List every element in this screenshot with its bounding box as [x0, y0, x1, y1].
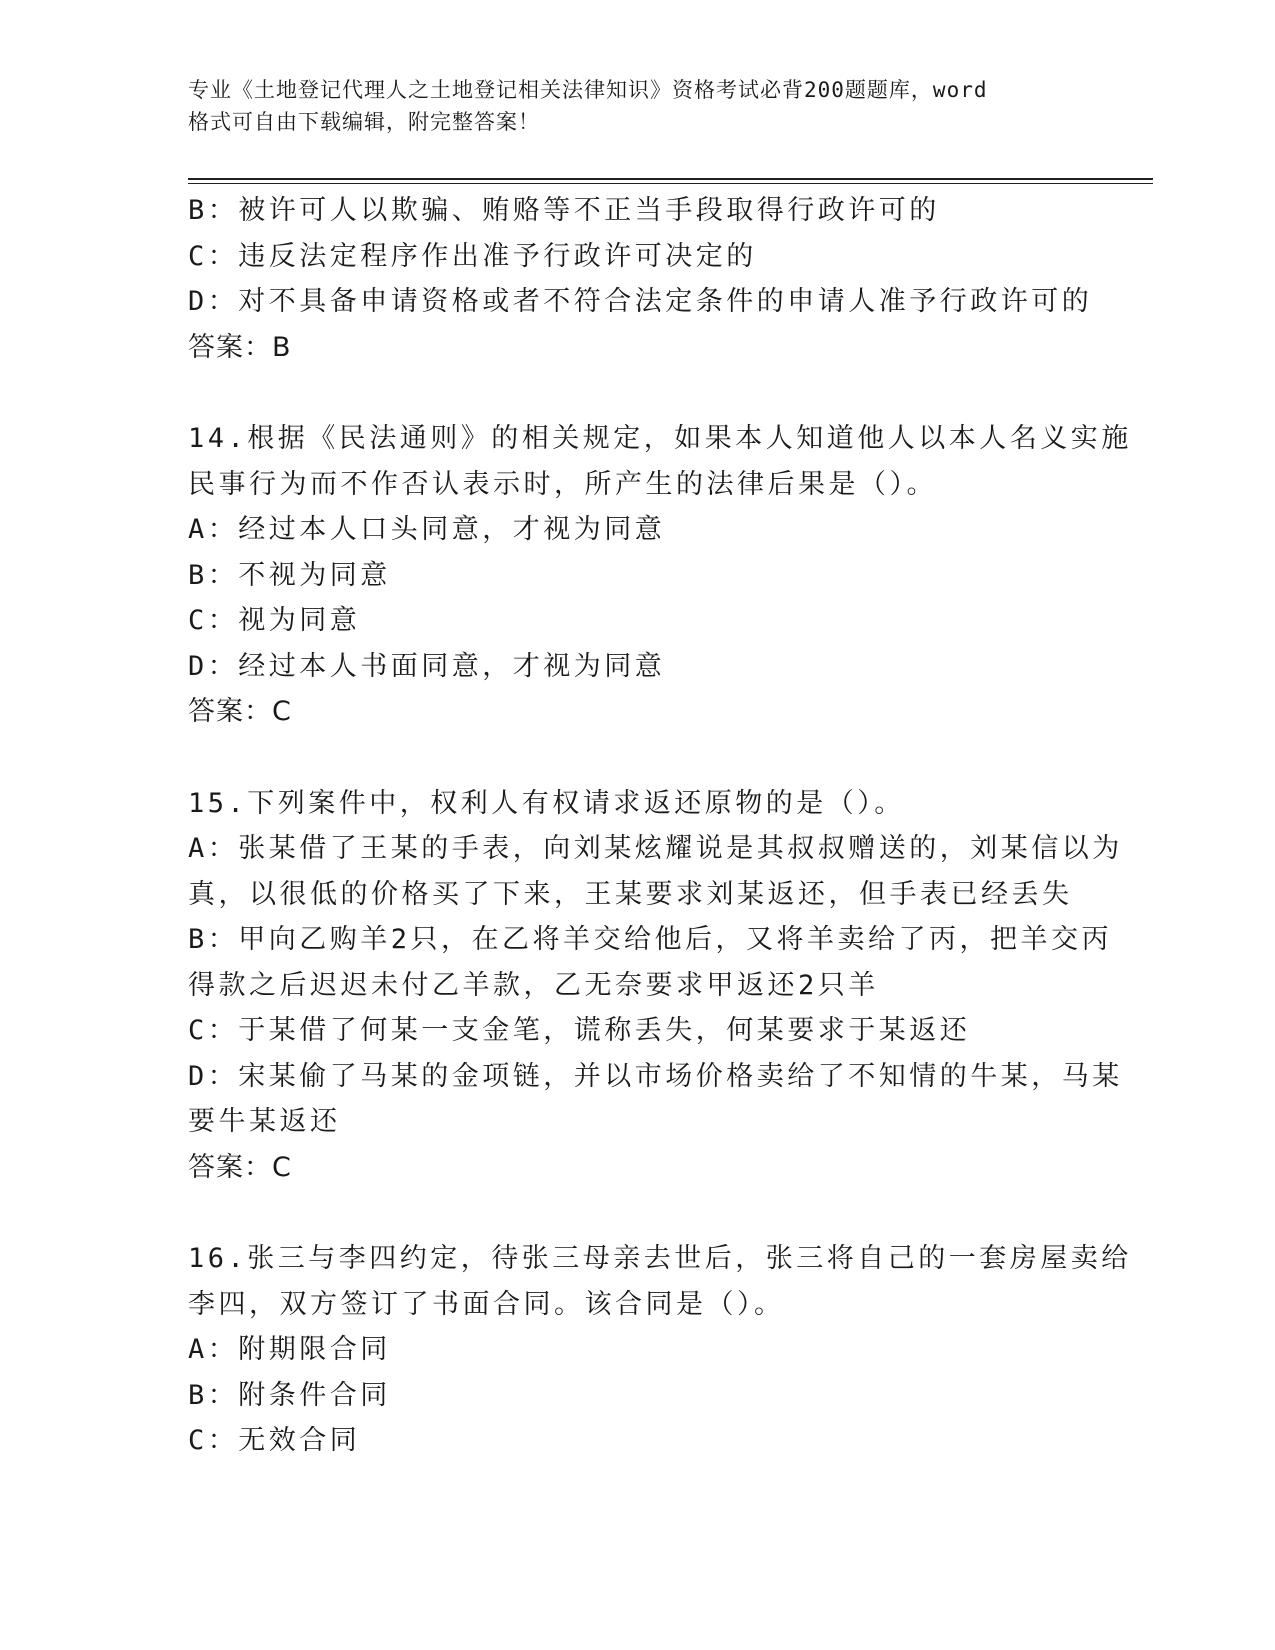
q15-option-b-line-1: B：甲向乙购羊2只，在乙将羊交给他后，又将羊卖给了丙，把羊交丙 — [188, 924, 1113, 955]
q15-answer: 答案：C — [188, 1151, 292, 1183]
q14-option-d: D：经过本人书面同意，才视为同意 — [188, 650, 666, 682]
q15-option-a-line-2: 真，以很低的价格买了下来，王某要求刘某返还，但手表已经丢失 — [188, 878, 1073, 910]
question-14 — [188, 416, 1132, 735]
q13-option-b: B：被许可人以欺骗、贿赂等不正当手段取得行政许可的 — [188, 195, 940, 226]
q15-option-b-line-2: 得款之后迟迟未付乙羊款，乙无奈要求甲返还2只羊 — [188, 969, 879, 1001]
q16-option-a: A：附期限合同 — [188, 1334, 391, 1365]
q14-stem-line-2: 民事行为而不作否认表示时，所产生的法律后果是（）。 — [188, 468, 937, 500]
q14-option-c: C：视为同意 — [188, 605, 361, 636]
q15-stem: 15.下列案件中，权利人有权请求返还原物的是（）。 — [188, 787, 905, 819]
spacer — [188, 1190, 1088, 1236]
q13-answer: 答案：B — [188, 331, 292, 363]
q16-option-c: C：无效合同 — [188, 1425, 361, 1456]
q14-option-b: B：不视为同意 — [188, 559, 391, 591]
q15-option-c: C：于某借了何某一支金笔，谎称丢失，何某要求于某返还 — [188, 1015, 971, 1046]
q14-option-a: A：经过本人口头同意，才视为同意 — [188, 514, 666, 545]
q16-stem-line-1: 16.张三与李四约定，待张三母亲去世后，张三将自己的一套房屋卖给 — [188, 1243, 1132, 1274]
q13-option-d: D：对不具备申请资格或者不符合法定条件的申请人准予行政许可的 — [188, 286, 1093, 317]
document-header — [188, 74, 1088, 138]
spacer — [188, 735, 1088, 781]
question-16 — [188, 1236, 1132, 1464]
question-13 — [188, 188, 1093, 370]
question-list — [188, 188, 1132, 1464]
q15-option-d-line-2: 要牛某返还 — [188, 1106, 341, 1137]
question-15 — [188, 781, 1123, 1191]
q14-stem-line-1: 14.根据《民法通则》的相关规定，如果本人知道他人以本人名义实施 — [188, 423, 1132, 454]
header-divider-thick — [188, 178, 1153, 180]
header-divider-thin — [188, 183, 1153, 184]
q15-option-a-line-1: A：张某借了王某的手表，向刘某炫耀说是其叔叔赠送的，刘某信以为 — [188, 833, 1123, 864]
q16-option-b: B：附条件合同 — [188, 1379, 391, 1411]
header-title-line-2: 格式可自由下载编辑，附完整答案！ — [188, 110, 540, 134]
q14-answer: 答案：C — [188, 696, 292, 727]
spacer — [188, 370, 1088, 416]
q13-option-c: C：违反法定程序作出准予行政许可决定的 — [188, 240, 757, 272]
q16-stem-line-2: 李四，双方签订了书面合同。该合同是（）。 — [188, 1288, 785, 1320]
header-title-line-1: 专业《土地登记代理人之土地登记相关法律知识》资格考试必背200题题库，word — [188, 78, 988, 102]
q15-option-d-line-1: D：宋某偷了马某的金项链，并以市场价格卖给了不知情的牛某，马某 — [188, 1060, 1123, 1092]
